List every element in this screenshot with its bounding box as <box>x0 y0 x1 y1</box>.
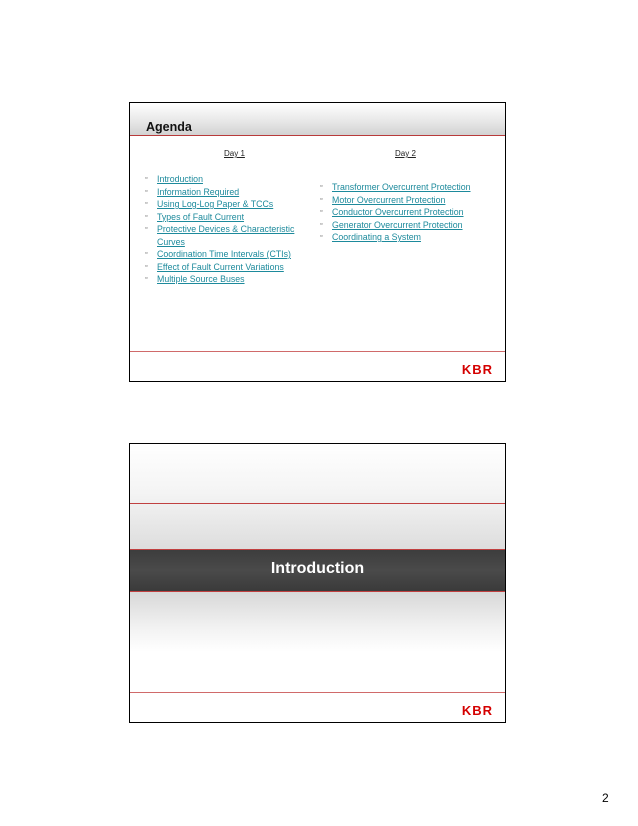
agenda-link[interactable]: ▫ Introduction <box>145 174 203 184</box>
bullet-icon: ▫ <box>145 187 148 195</box>
bullet-icon: ▫ <box>320 208 323 215</box>
kbr-logo: KBR <box>461 703 493 718</box>
day2-list <box>320 181 500 244</box>
day1-list <box>145 173 310 286</box>
agenda-link[interactable]: ▫ Coordinating a System <box>320 232 421 242</box>
agenda-slide <box>129 102 506 382</box>
agenda-link[interactable]: ▫ Generator Overcurrent Protection <box>320 219 463 230</box>
bullet-icon: ▫ <box>145 200 148 207</box>
section-title: Introduction <box>270 560 365 577</box>
header-divider <box>130 135 505 136</box>
agenda-link[interactable]: ▫ Information Required <box>145 186 240 197</box>
bullet-icon: ▫ <box>145 225 148 232</box>
page-number: 2 <box>602 791 609 805</box>
agenda-link[interactable]: ▫ Effect of Fault Current Variations <box>145 261 284 272</box>
agenda-link[interactable]: ▫ Types of Fault Current <box>145 211 245 222</box>
bullet-icon: ▫ <box>320 233 323 240</box>
bullet-icon: ▫ <box>145 175 148 182</box>
lower-gradient <box>130 592 505 652</box>
bullet-icon: ▫ <box>145 250 148 257</box>
agenda-link[interactable]: ▫ Multiple Source Buses <box>145 274 245 284</box>
agenda-link[interactable]: ▫ Coordination Time Intervals (CTIs) <box>145 249 291 259</box>
agenda-link[interactable]: ▫ Transformer Overcurrent Protection <box>320 182 471 192</box>
bullet-icon: ▫ <box>320 183 323 190</box>
footer-divider <box>130 351 505 352</box>
bullet-icon: ▫ <box>145 212 148 220</box>
accent-line <box>130 503 505 504</box>
section-gradient <box>130 444 505 552</box>
slide-title: Agenda <box>146 120 192 134</box>
agenda-link[interactable]: ▫ Using Log-Log Paper & TCCs <box>145 199 274 209</box>
bullet-icon: ▫ <box>145 262 148 270</box>
footer-divider <box>130 692 505 693</box>
agenda-link[interactable]: ▫ Motor Overcurrent Protection <box>320 194 446 205</box>
accent-line <box>130 549 505 550</box>
day1-heading: Day 1 <box>224 149 245 158</box>
bullet-icon: ▫ <box>320 195 323 203</box>
day2-heading: Day 2 <box>395 149 416 158</box>
kbr-logo: KBR <box>461 362 493 377</box>
introduction-slide <box>129 443 506 723</box>
bullet-icon: ▫ <box>145 275 148 282</box>
agenda-link[interactable]: ▫ Conductor Overcurrent Protection <box>320 207 464 217</box>
agenda-link[interactable]: ▫ Protective Devices & Characteristic Curves <box>145 224 295 247</box>
bullet-icon: ▫ <box>320 220 323 228</box>
